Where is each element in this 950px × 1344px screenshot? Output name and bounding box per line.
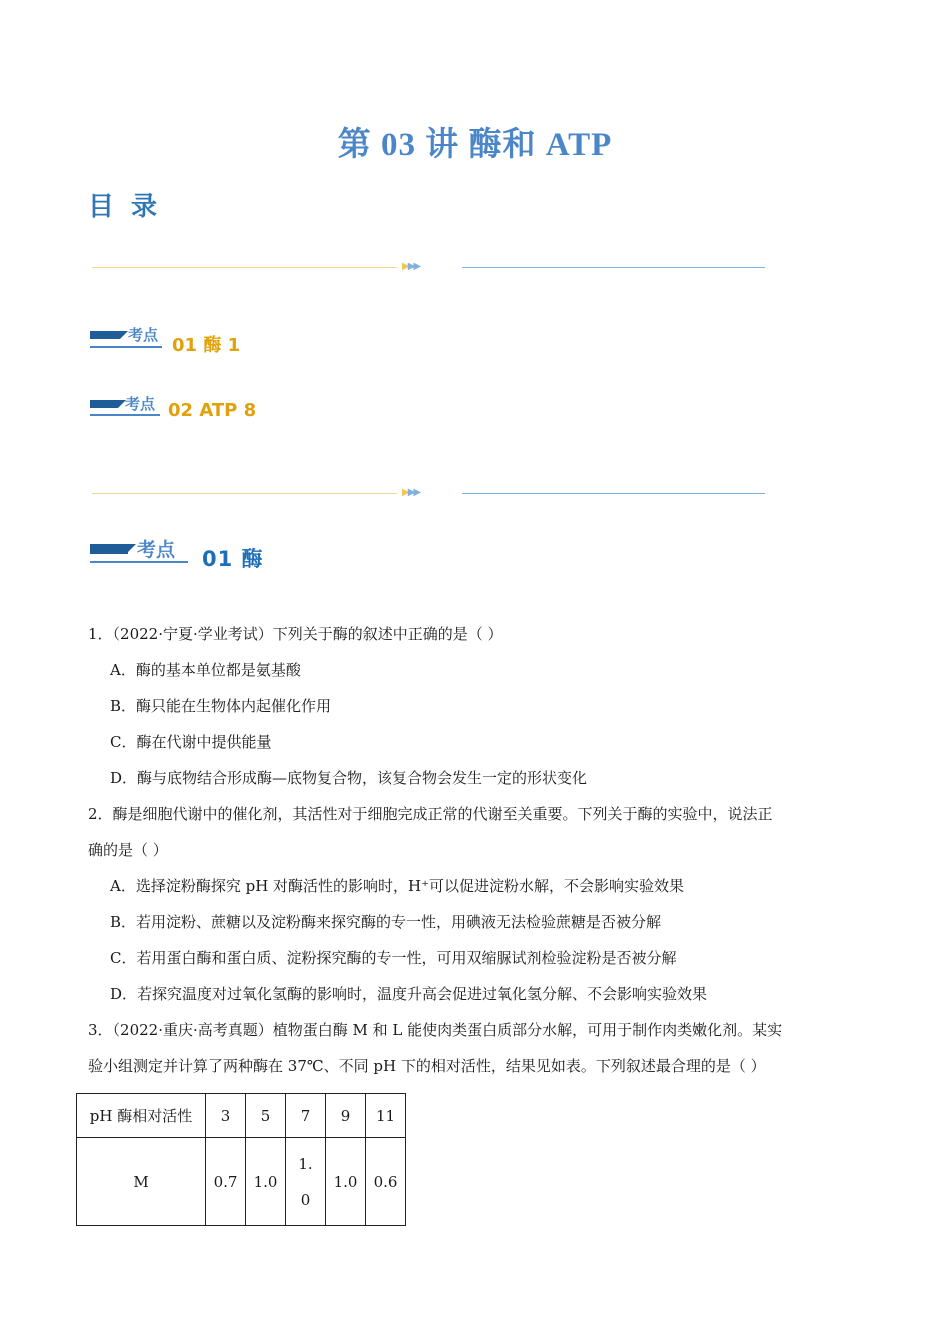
- toc-heading: 目 录: [88, 192, 162, 222]
- section-title: 01 酶: [202, 547, 264, 571]
- option-a[interactable]: A．选择淀粉酶探究 pH 对酶活性的影响时，H⁺可以促进淀粉水解，不会影响实验效果: [110, 877, 685, 895]
- page-title: 第 03 讲 酶和 ATP: [337, 127, 613, 163]
- kaodian-badge: 考点: [90, 324, 166, 348]
- option-d[interactable]: D．若探究温度对过氧化氢酶的影响时，温度升高会促进过氧化氢分解、不会影响实验效果: [110, 985, 708, 1003]
- question-stem: 验小组测定并计算了两种酶在 37℃、不同 pH 下的相对活性，结果见如表。下列叙述最合理的是（ ）: [88, 1057, 766, 1075]
- table-cell: 11: [366, 1094, 406, 1138]
- section-heading: [90, 535, 390, 575]
- option-c[interactable]: C．若用蛋白酶和蛋白质、淀粉探究酶的专一性，可用双缩脲试剂检验淀粉是否被分解: [110, 949, 677, 967]
- table-cell: 7: [286, 1094, 326, 1138]
- toc-item-label: 01 酶 1: [172, 335, 241, 356]
- table-row: [77, 1138, 406, 1226]
- question-1: [88, 616, 868, 796]
- question-stem: 2．酶是细胞代谢中的催化剂，其活性对于细胞完成正常的代谢至关重要。下列关于酶的实验中，说法正: [88, 805, 773, 823]
- table-cell: 1.0: [326, 1138, 366, 1226]
- table-cell: 1.0: [246, 1138, 286, 1226]
- table-cell: pH 酶相对活性: [77, 1094, 206, 1138]
- toc-item-2[interactable]: [90, 393, 390, 427]
- divider-bottom: ▶▶▶: [92, 486, 765, 500]
- kaodian-badge: 考点: [90, 393, 162, 417]
- divider-top: ▶▶▶: [92, 260, 765, 274]
- enzyme-activity-table: [76, 1093, 406, 1226]
- question-stem: 3．（2022·重庆·高考真题）植物蛋白酶 M 和 L 能使肉类蛋白质部分水解，可用于制作肉类嫩化剂。某实: [88, 1021, 783, 1039]
- table-cell: M: [77, 1138, 206, 1226]
- toc-item-1[interactable]: [90, 324, 390, 358]
- option-b[interactable]: B．若用淀粉、蔗糖以及淀粉酶来探究酶的专一性，用碘液无法检验蔗糖是否被分解: [110, 913, 662, 931]
- option-b[interactable]: B．酶只能在生物体内起催化作用: [110, 697, 332, 715]
- table-cell: 0.7: [206, 1138, 246, 1226]
- question-stem: 确的是（ ）: [88, 841, 168, 859]
- table-cell: 0.6: [366, 1138, 406, 1226]
- option-a[interactable]: A．酶的基本单位都是氨基酸: [110, 661, 301, 679]
- table-cell: 9: [326, 1094, 366, 1138]
- question-stem: 1．（2022·宁夏·学业考试）下列关于酶的叙述中正确的是（ ）: [88, 625, 503, 643]
- table-header-row: [77, 1094, 406, 1138]
- kaodian-badge: 考点: [90, 535, 190, 563]
- table-cell: 1. 0: [286, 1138, 326, 1226]
- table-cell: 3: [206, 1094, 246, 1138]
- toc-item-label: 02 ATP 8: [168, 400, 257, 421]
- question-3: [88, 1012, 868, 1084]
- option-d[interactable]: D．酶与底物结合形成酶—底物复合物，该复合物会发生一定的形状变化: [110, 769, 588, 787]
- table-cell: 5: [246, 1094, 286, 1138]
- question-2: [88, 796, 868, 1012]
- option-c[interactable]: C．酶在代谢中提供能量: [110, 733, 272, 751]
